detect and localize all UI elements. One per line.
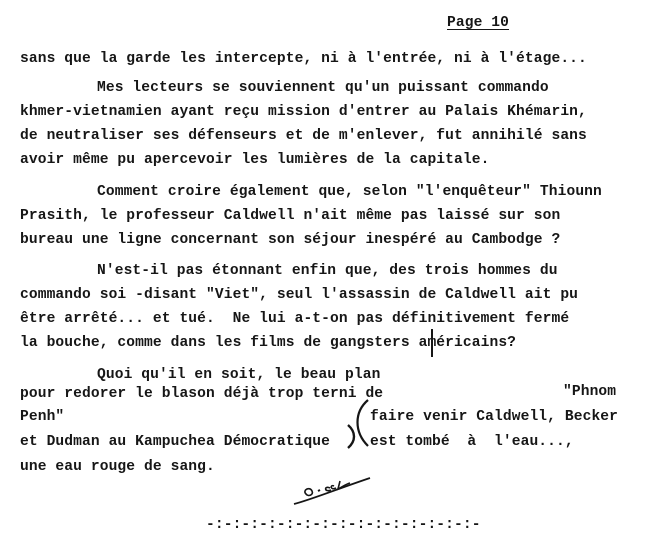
text-line: de neutraliser ses défenseurs et de m'enlever, fut annihilé sans [20, 128, 587, 144]
text-line: Mes lecteurs se souviennent qu'un puissant commando [97, 80, 549, 96]
text-line: Penh" [20, 409, 65, 425]
handwritten-insert-mark [427, 328, 437, 358]
text-line: faire venir Caldwell, Becker [370, 409, 619, 425]
text-line: Quoi qu'il en soit, le beau plan [97, 367, 381, 383]
text-line: pour redorer le blason déjà trop terni de [20, 386, 384, 402]
text-line: Comment croire également que, selon "l'enquêteur" Thiounn [97, 184, 602, 200]
handwritten-quote: "Phnom [563, 384, 617, 400]
text-line: est tombé à l'eau..., [370, 434, 574, 450]
divider: -:-:-:-:-:-:-:-:-:-:-:-:-:-:-:- [206, 517, 481, 533]
text-line: N'est-il pas étonnant enfin que, des trois hommes du [97, 263, 558, 279]
text-line: commando soi -disant "Viet", seul l'assassin de Caldwell ait pu [20, 287, 579, 303]
text-line: la bouche, comme dans les films de gangsters américains? [20, 335, 517, 351]
text-line: avoir même pu apercevoir les lumières de la capitale. [20, 152, 490, 168]
text-line: une eau rouge de sang. [20, 459, 215, 475]
text-line: sans que la garde les intercepte, ni à l'entrée, ni à l'étage... [20, 51, 587, 67]
text-line: et Dudman au Kampuchea Démocratique [20, 434, 331, 450]
text-line: bureau une ligne concernant son séjour inespéré au Cambodge ? [20, 232, 561, 248]
handwritten-close-paren-mark [345, 423, 359, 449]
text-line: être arrêté... et tué. Ne lui a-t-on pas définitivement fermé [20, 311, 570, 327]
text-line: khmer-vietnamien ayant reçu mission d'entrer au Palais Khémarin, [20, 104, 587, 120]
text-line: Prasith, le professeur Caldwell n'ait même pas laissé sur son [20, 208, 561, 224]
page-number: Page 10 [447, 15, 510, 31]
signature [290, 470, 380, 510]
